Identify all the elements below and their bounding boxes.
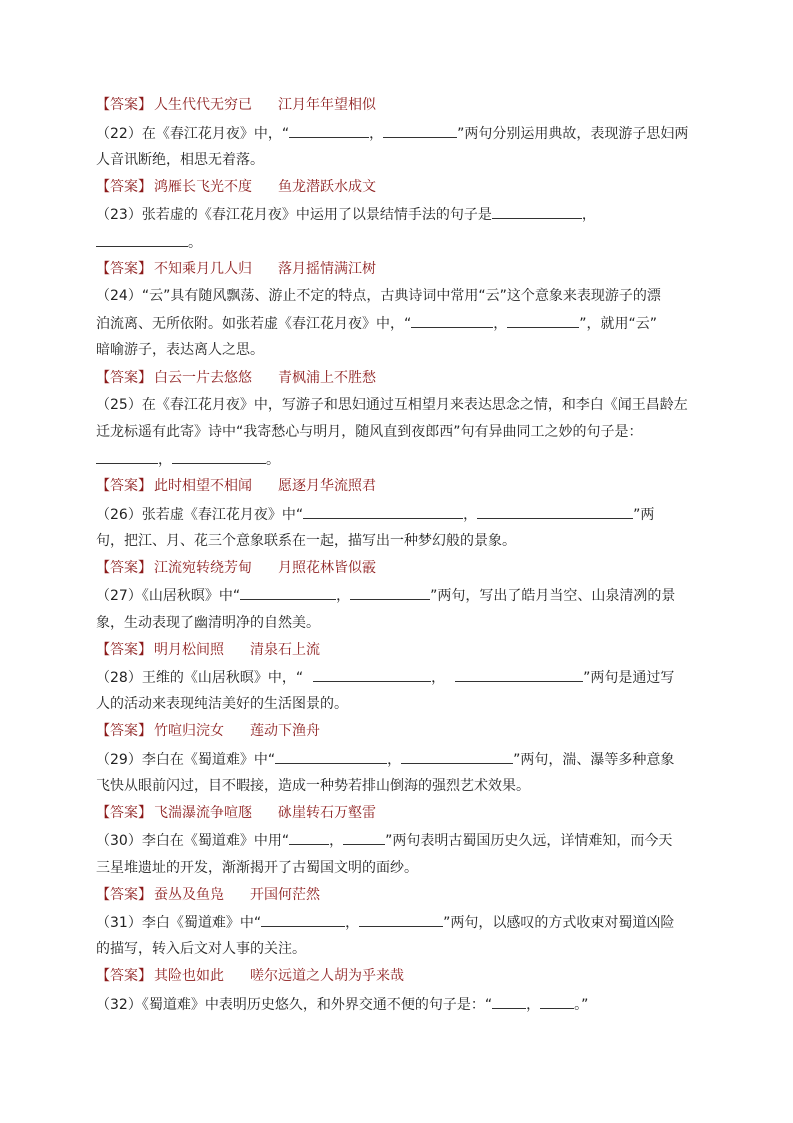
answer-text: 青枫浦上不胜愁 [278, 370, 376, 386]
question-text: 泊流离、无所依附。如张若虚《春江花月夜》中，“ [96, 316, 412, 332]
question-text: 人音讯断绝，相思无着落。 [96, 152, 264, 168]
answer-blank [383, 124, 457, 138]
question-text: （22）在《春江花月夜》中，“ [96, 126, 290, 142]
question-text: 。” [574, 997, 589, 1013]
question-line [96, 940, 700, 958]
question-text: ”两句，写出了皓月当空、山泉清冽的景 [430, 588, 676, 604]
answer-line [96, 369, 700, 387]
answer-text: 其险也如此 [154, 968, 224, 984]
answer-blank [411, 314, 493, 328]
answer-tag: 【答案】 [96, 478, 152, 494]
question-text: 的描写，转入后文对人事的关注。 [96, 941, 306, 957]
question-line [96, 233, 700, 252]
question-text: （29）李白在《蜀道难》中“ [96, 752, 276, 768]
question-text: ， [158, 452, 172, 468]
question-text: 。 [266, 452, 280, 468]
question-text: ， [493, 316, 508, 332]
question-line [96, 586, 700, 605]
answer-blank [289, 124, 369, 138]
question-text: （27）《山居秋暝》中“ [96, 588, 241, 604]
question-text: ， [581, 207, 596, 223]
answer-tag: 【答案】 [96, 805, 152, 821]
answer-text: 人生代代无穷已 [154, 97, 252, 113]
answer-line [96, 641, 700, 659]
answer-blank [492, 995, 526, 1009]
question-text: 暗喻游子，表达离人之思。 [96, 342, 264, 358]
question-text: ”两句分别运用典故，表现游子思妇两 [457, 126, 689, 142]
question-text: 句，把江、月、花三个意象联系在一起，描写出一种梦幻般的景象。 [96, 533, 516, 549]
question-text: （23）张若虚的《春江花月夜》中运用了以景结情手法的句子是 [96, 207, 492, 223]
answer-text: 竹喧归浣女 [154, 723, 224, 739]
answer-text: 清泉石上流 [250, 642, 320, 658]
answer-line [96, 722, 700, 740]
question-line [96, 532, 700, 550]
answer-blank [240, 586, 336, 600]
question-text: （26）张若虚《春江花月夜》中“ [96, 507, 304, 523]
answer-text: 江流宛转绕芳甸 [154, 560, 252, 576]
question-line [96, 831, 700, 850]
answer-tag: 【答案】 [96, 261, 152, 277]
question-text: ， [526, 997, 541, 1013]
answer-text: 落月摇情满江树 [278, 261, 376, 277]
answer-tag: 【答案】 [96, 723, 152, 739]
question-text: 飞快从眼前闪过，目不暇接，造成一种势若排山倒海的强烈艺术效果。 [96, 778, 530, 794]
answer-line [96, 804, 700, 822]
answer-blank [492, 205, 582, 219]
question-line [96, 314, 700, 333]
question-text: 象，生动表现了幽清明净的自然美。 [96, 615, 320, 631]
question-line [96, 450, 700, 469]
question-line [96, 341, 700, 359]
answer-blank [289, 831, 329, 845]
answer-blank [540, 995, 574, 1009]
answer-text: 月照花林皆似霰 [278, 560, 376, 576]
question-line [96, 668, 700, 687]
answer-tag: 【答案】 [96, 968, 152, 984]
question-text: ”两句是通过写 [583, 670, 675, 686]
question-text: （32）《蜀道难》中表明历史悠久，和外界交通不便的句子是：“ [96, 997, 493, 1013]
answer-line [96, 96, 700, 114]
answer-text: 江月年年望相似 [278, 97, 376, 113]
answer-line [96, 477, 700, 495]
answer-blank [343, 831, 385, 845]
question-text: ， [387, 752, 402, 768]
answer-text: 不知乘月几人归 [154, 261, 252, 277]
question-line [96, 205, 700, 224]
answer-blank [313, 668, 431, 682]
question-line [96, 614, 700, 632]
question-line [96, 151, 700, 169]
answer-text: 莲动下渔舟 [250, 723, 320, 739]
question-text: （31）李白《蜀道难》中“ [96, 915, 262, 931]
answer-tag: 【答案】 [96, 97, 152, 113]
answer-line [96, 559, 700, 577]
question-text: ， [369, 126, 384, 142]
answer-text: 蚕丛及鱼凫 [154, 887, 224, 903]
question-text: 人的活动来表现纯洁美好的生活图景的。 [96, 696, 348, 712]
answer-blank [275, 750, 387, 764]
answer-text: 明月松间照 [154, 642, 224, 658]
answer-blank [507, 314, 579, 328]
question-text: （28）王维的《山居秋暝》中，“ [96, 670, 304, 686]
question-line [96, 913, 700, 932]
question-line [96, 124, 700, 143]
answer-text: 此时相望不相闻 [154, 478, 252, 494]
question-line [96, 287, 700, 305]
question-text: （30）李白在《蜀道难》中用“ [96, 833, 290, 849]
question-text: （25）在《春江花月夜》中，写游子和思妇通过互相望月来表达思念之情，和李白《闻王昌龄左 [96, 397, 688, 413]
answer-text: 飞湍瀑流争喧豗 [154, 805, 252, 821]
question-line [96, 505, 700, 524]
question-text: 迁龙标遥有此寄》诗中“我寄愁心与明月，随风直到夜郎西”句有异曲同工之妙的句子是： [96, 424, 643, 440]
answer-blank [477, 505, 633, 519]
question-line [96, 859, 700, 877]
question-text: ”两句表明古蜀国历史久远，详情难知，而今天 [385, 833, 673, 849]
answer-line [96, 260, 700, 278]
answer-tag: 【答案】 [96, 887, 152, 903]
answer-tag: 【答案】 [96, 560, 152, 576]
answer-text: 鸿雁长飞光不度 [154, 179, 252, 195]
answer-blank [172, 450, 266, 464]
question-text: ， [431, 670, 446, 686]
question-text: ， [345, 915, 360, 931]
question-line [96, 995, 700, 1014]
question-text: ”，就用“云” [579, 316, 658, 332]
answer-blank [261, 913, 345, 927]
question-line [96, 750, 700, 769]
question-text: （24）“云”具有随风飘荡、游止不定的特点，古典诗词中常用“云”这个意象来表现游子的漂 [96, 288, 661, 304]
answer-line [96, 178, 700, 196]
answer-tag: 【答案】 [96, 179, 152, 195]
answer-line [96, 886, 700, 904]
question-line [96, 423, 700, 441]
question-text: ”两句，以感叹的方式收束对蜀道凶险 [443, 915, 675, 931]
answer-blank [303, 505, 463, 519]
answer-text: 鱼龙潜跃水成文 [278, 179, 376, 195]
answer-text: 白云一片去悠悠 [154, 370, 252, 386]
answer-blank [350, 586, 430, 600]
answer-text: 嗟尔远道之人胡为乎来哉 [250, 968, 404, 984]
question-line [96, 777, 700, 795]
question-text: ， [329, 833, 344, 849]
answer-text: 砯崖转石万壑雷 [278, 805, 376, 821]
answer-blank [96, 450, 158, 464]
question-text: 。 [188, 235, 202, 251]
answer-blank [455, 668, 583, 682]
answer-text: 开国何茫然 [250, 887, 320, 903]
question-line [96, 396, 700, 414]
question-text: 三星堆遗址的开发，渐渐揭开了古蜀国文明的面纱。 [96, 860, 418, 876]
answer-tag: 【答案】 [96, 642, 152, 658]
answer-text: 愿逐月华流照君 [278, 478, 376, 494]
question-text: ， [336, 588, 351, 604]
question-line [96, 695, 700, 713]
answer-blank [401, 750, 513, 764]
question-text: ”两句，湍、瀑等多种意象 [513, 752, 675, 768]
answer-blank [359, 913, 443, 927]
answer-blank [96, 233, 188, 247]
answer-tag: 【答案】 [96, 370, 152, 386]
question-text: ”两 [633, 507, 655, 523]
answer-line [96, 967, 700, 985]
question-text: ， [463, 507, 478, 523]
